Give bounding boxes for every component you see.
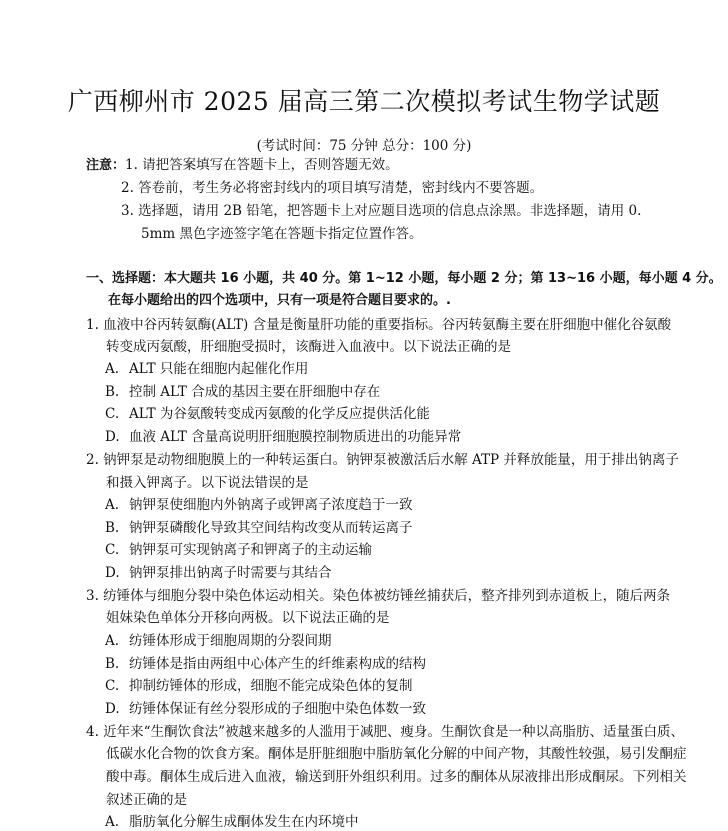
question-4-text: 低碳水化合物的饮食方案。酮体是肝脏细胞中脂肪氧化分解的中间产物，其酸性较强，易引发酮症 bbox=[106, 746, 687, 762]
question-2-text: 和摄入钾离子。以下说法错误的是 bbox=[106, 475, 309, 491]
question-1-text: 转变成丙氨酸，肝细胞受损时，该酶进入血液中。以下说法正确的是 bbox=[106, 339, 511, 355]
question-1-option: C. ALT 为谷氨酸转变成丙氨酸的化学反应提供活化能 bbox=[105, 406, 430, 422]
question-3-option: D. 纺锤体保证有丝分裂形成的子细胞中染色体数一致 bbox=[105, 701, 426, 717]
notice-line-1 bbox=[86, 156, 399, 175]
section-instruction: 在每小题给出的四个选项中，只有一项是符合题目要求的。. bbox=[108, 293, 451, 308]
question-1-option: A. ALT 只能在细胞内起催化作用 bbox=[105, 361, 309, 377]
question-2-option: D. 钠钾泵排出钠离子时需要与其结合 bbox=[105, 565, 332, 581]
question-1-option: B. 控制 ALT 合成的基因主要在肝细胞中存在 bbox=[105, 384, 381, 400]
question-4-option: A. 脂肪氧化分解生成酮体发生在内环境中 bbox=[105, 814, 359, 830]
notice-label: 注意： bbox=[86, 158, 126, 173]
question-3-option: A. 纺锤体形成于细胞周期的分裂间期 bbox=[105, 633, 332, 649]
question-3-option: B. 纺锤体是指由两组中心体产生的纤维素构成的结构 bbox=[105, 656, 426, 672]
question-4-text: 4. 近年来“生酮饮食法”被越来越多的人滥用于减肥、瘦身。生酮饮食是一种以高脂肪、适量蛋白质、 bbox=[86, 724, 684, 740]
question-2-option: B. 钠钾泵磷酸化导致其空间结构改变从而转运离子 bbox=[105, 520, 413, 536]
question-3-option: C. 抑制纺锤体的形成，细胞不能完成染色体的复制 bbox=[105, 678, 413, 694]
question-2-option: A. 钠钾泵使细胞内外钠离子或钾离子浓度趋于一致 bbox=[105, 497, 413, 513]
exam-info: (考试时间：75 分钟 总分：100 分) bbox=[256, 138, 472, 154]
notice-item: 3. 选择题，请用 2B 铅笔，把答题卡上对应题目选项的信息点涂黑。非选择题，请用 0. bbox=[121, 203, 642, 219]
question-2-option: C. 钠钾泵可实现钠离子和钾离子的主动运输 bbox=[105, 542, 372, 558]
notice-item: 5mm 黑色字迹签字笔在答题卡指定位置作答。 bbox=[141, 226, 423, 242]
section-header: 一、选择题：本大题共 16 小题，共 40 分。第 1~12 小题，每小题 2 分；第 13~16 小题，每小题 4 分。 bbox=[86, 271, 722, 286]
question-4-text: 酸中毒。酮体生成后进入血液，输送到肝外组织利用。过多的酮体从尿液排出形成酮尿。下列相关 bbox=[106, 769, 687, 785]
question-1-option: D. 血液 ALT 含量高说明肝细胞膜控制物质进出的功能异常 bbox=[105, 429, 462, 445]
page-title: 广西柳州市 2025 届高三第二次模拟考试生物学试题 bbox=[67, 87, 661, 116]
question-2-text: 2. 钠钾泵是动物细胞膜上的一种转运蛋白。钠钾泵被激活后水解 ATP 并释放能量，用于排出钠离子 bbox=[86, 452, 679, 468]
notice-item: 2. 答卷前，考生务必将密封线内的项目填写清楚，密封线内不要答题。 bbox=[121, 180, 544, 196]
question-3-text: 3. 纺锤体与细胞分裂中染色体运动相关。染色体被纺锤丝捕获后，整齐排列到赤道板上，随后两条 bbox=[86, 588, 671, 604]
question-1-text: 1. 血液中谷丙转氨酶(ALT) 含量是衡量肝功能的重要指标。谷丙转氨酶主要在肝细胞中催化谷氨酸 bbox=[86, 317, 672, 333]
question-4-text: 叙述正确的是 bbox=[106, 792, 187, 808]
notice-item: 1. 请把答案填写在答题卡上，否则答题无效。 bbox=[125, 157, 399, 173]
question-3-text: 姐妹染色单体分开移向两极。以下说法正确的是 bbox=[106, 610, 390, 626]
